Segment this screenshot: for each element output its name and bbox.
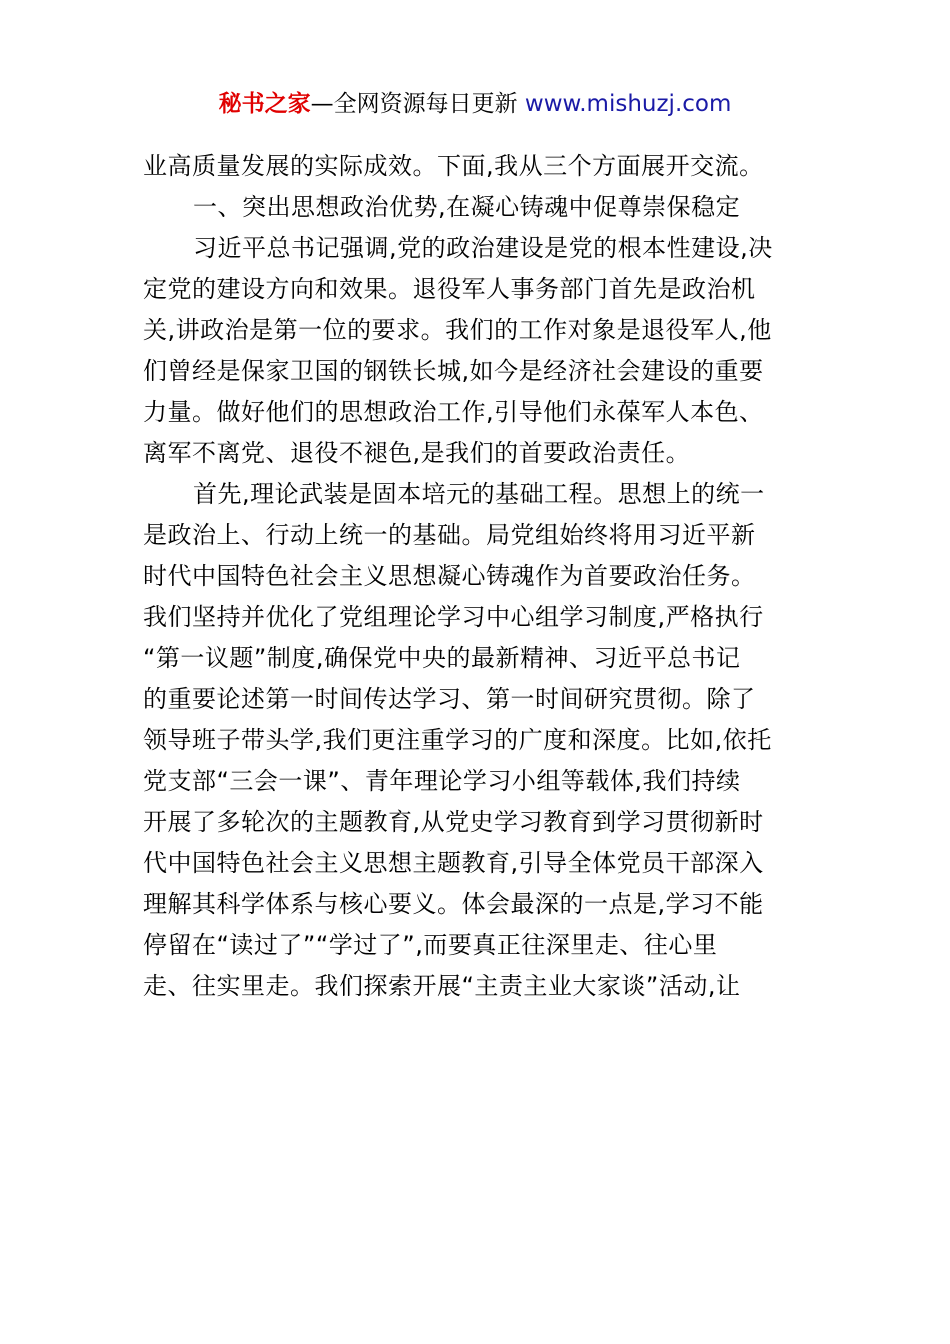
text-line: 开展了多轮次的主题教育,从党史学习教育到学习贯彻新时	[143, 808, 764, 836]
text-line: 关,讲政治是第一位的要求。我们的工作对象是退役军人,他	[143, 316, 772, 344]
text-line: 停留在“读过了”“学过了”,而要真正往深里走、往心里	[143, 931, 718, 959]
text-line: 党支部“三会一课”、青年理论学习小组等载体,我们持续	[143, 767, 741, 795]
site-url[interactable]: www.mishuzj.com	[524, 91, 732, 117]
watermark-header	[0, 88, 950, 120]
text-line: 的重要论述第一时间传达学习、第一时间研究贯彻。除了	[143, 685, 756, 713]
text-line: 是政治上、行动上统一的基础。局党组始终将用习近平新	[143, 521, 756, 549]
text-line: 代中国特色社会主义思想主题教育,引导全体党员干部深入	[143, 849, 764, 877]
site-tagline: —全网资源每日更新	[310, 91, 525, 117]
text-line: “第一议题”制度,确保党中央的最新精神、习近平总书记	[143, 644, 741, 672]
text-line: 首先,理论武装是固本培元的基础工程。思想上的统一	[193, 480, 765, 508]
text-line: 理解其科学体系与核心要义。体会最深的一点是,学习不能	[143, 890, 764, 918]
text-line: 我们坚持并优化了党组理论学习中心组学习制度,严格执行	[143, 603, 764, 631]
text-line: 走、往实里走。我们探索开展“主责主业大家谈”活动,让	[143, 972, 741, 1000]
text-line: 们曾经是保家卫国的钢铁长城,如今是经济社会建设的重要	[143, 357, 764, 385]
text-line: 离军不离党、退役不褪色,是我们的首要政治责任。	[143, 439, 691, 467]
section-heading: 一、突出思想政治优势,在凝心铸魂中促尊崇保稳定	[193, 193, 741, 221]
text-line: 定党的建设方向和效果。退役军人事务部门首先是政治机	[143, 275, 756, 303]
document-body	[143, 146, 808, 1007]
text-line: 领导班子带头学,我们更注重学习的广度和深度。比如,依托	[143, 726, 772, 754]
text-line: 时代中国特色社会主义思想凝心铸魂作为首要政治任务。	[143, 562, 756, 590]
text-line: 力量。做好他们的思想政治工作,引导他们永葆军人本色、	[143, 398, 764, 426]
site-brand: 秘书之家	[218, 91, 311, 117]
text-line: 习近平总书记强调,党的政治建设是党的根本性建设,决	[193, 234, 773, 262]
text-line: 业高质量发展的实际成效。下面,我从三个方面展开交流。	[143, 152, 764, 180]
